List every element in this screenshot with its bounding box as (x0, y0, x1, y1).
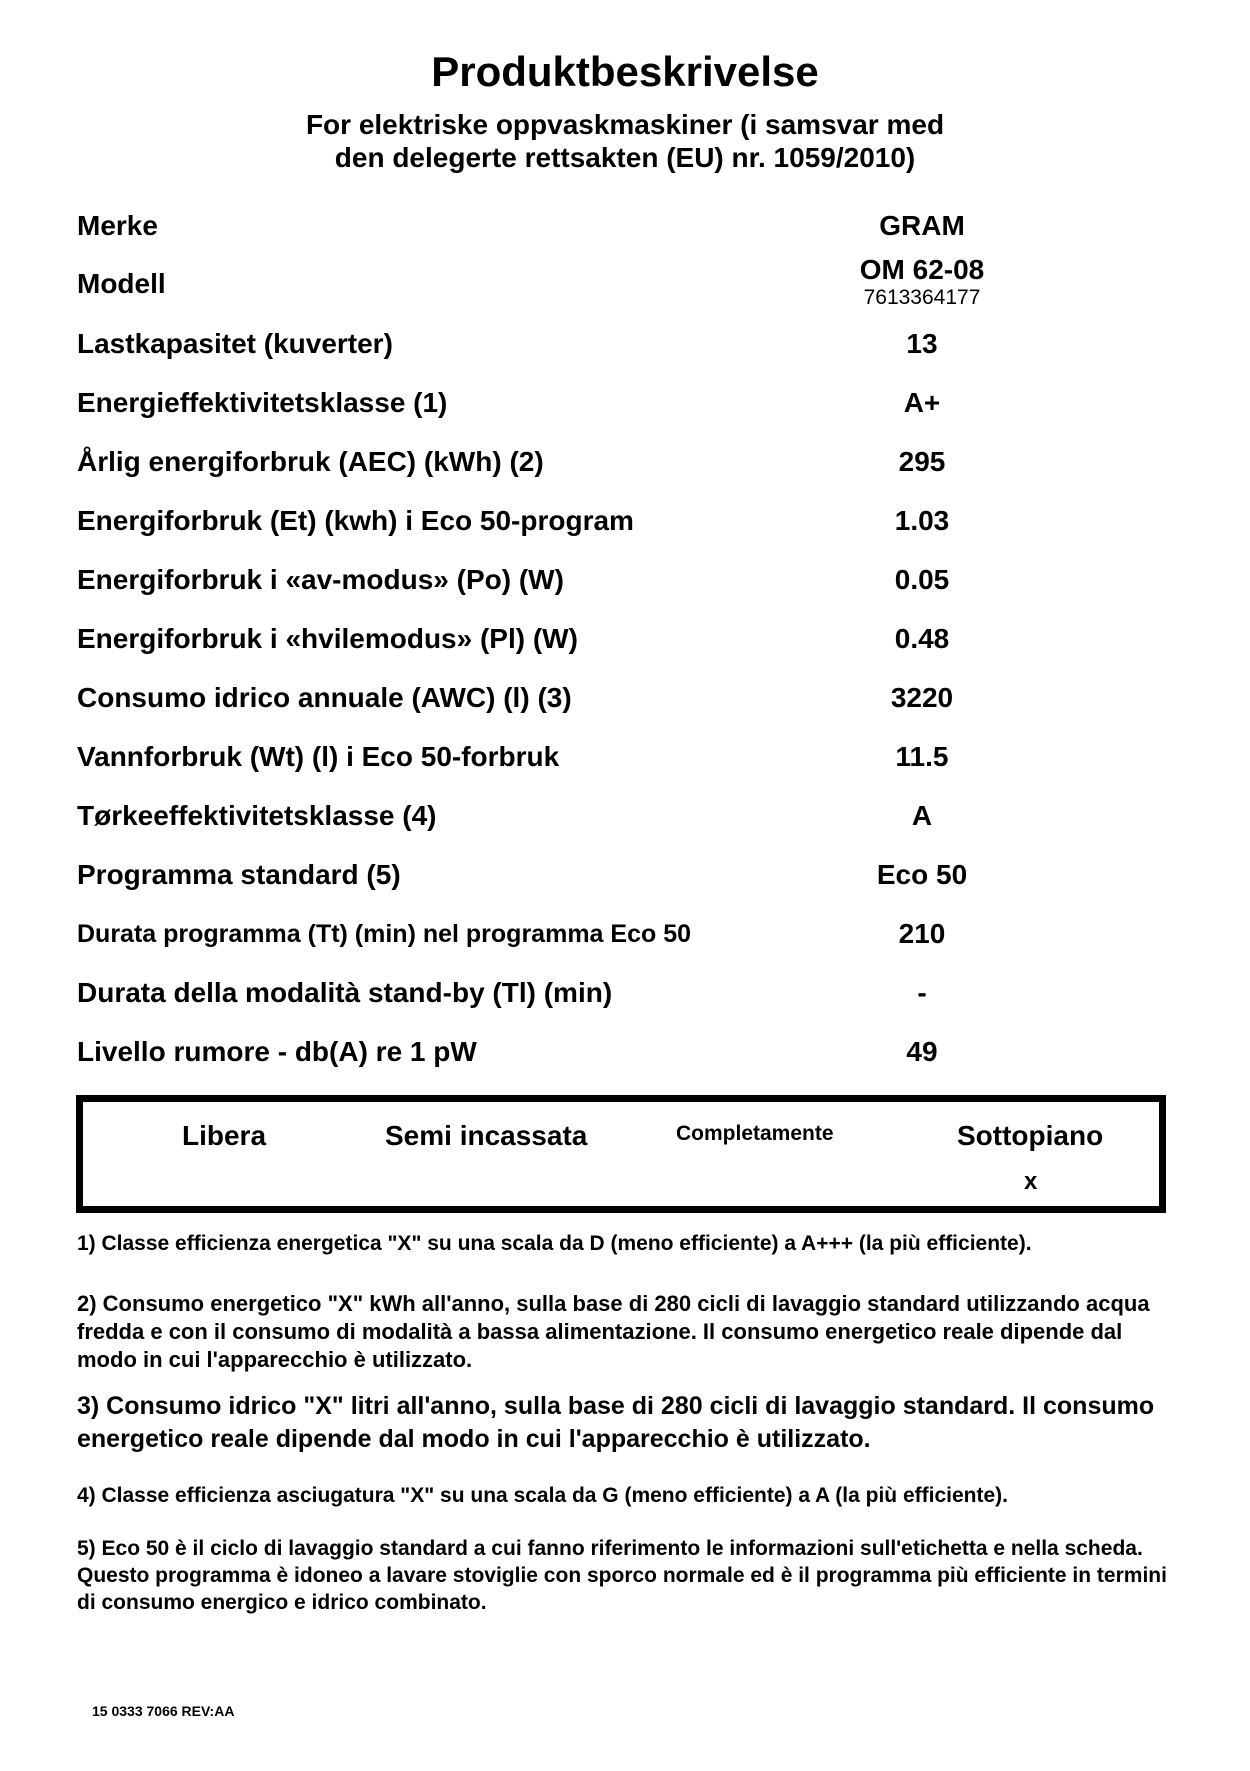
spec-label: Durata programma (Tt) (min) nel programma Eco 50 (77, 920, 692, 948)
installation-sottopiano: Sottopiano (957, 1120, 1104, 1151)
spec-row (77, 741, 1077, 781)
installation-completamente: Completamente (676, 1122, 834, 1145)
spec-row (77, 1036, 1077, 1076)
subtitle-line-2: den delegerte rettsakten (EU) nr. 1059/2010) (334, 142, 916, 173)
spec-value: GRAM (879, 210, 965, 241)
spec-value: OM 62-08 (859, 254, 985, 285)
spec-row (77, 918, 1077, 958)
spec-label: Consumo idrico annuale (AWC) (l) (3) (77, 682, 572, 713)
spec-value: 49 (906, 1036, 938, 1067)
spec-row (77, 682, 1077, 722)
spec-value: A+ (903, 387, 941, 418)
footnote-1: 1) Classe efficienza energetica "X" su una scala da D (meno efficiente) a A+++ (la più efficiente). (77, 1232, 1032, 1255)
spec-value: Eco 50 (876, 859, 968, 890)
installation-semi-incassata: Semi incassata (385, 1120, 588, 1151)
spec-label: Merke (77, 210, 158, 241)
spec-row (77, 800, 1077, 840)
spec-row (77, 446, 1077, 486)
model-code: 7613364177 (863, 286, 981, 309)
spec-value: 1.03 (894, 505, 950, 536)
document-revision: 15 0333 7066 REV:AA (92, 1703, 235, 1719)
installation-libera: Libera (182, 1120, 267, 1151)
spec-row-model (77, 254, 1077, 332)
spec-label: Energiforbruk (Et) (kwh) i Eco 50-program (77, 505, 634, 536)
spec-value: 0.05 (894, 564, 950, 595)
spec-value: 295 (898, 446, 946, 477)
footnote-4: 4) Classe efficienza asciugatura "X" su una scala da G (meno efficiente) a A (la più efficiente). (77, 1484, 1008, 1507)
spec-row-brand (77, 210, 1077, 250)
spec-label: Durata della modalità stand-by (Tl) (min) (77, 977, 613, 1008)
spec-value: 11.5 (895, 741, 949, 772)
spec-row (77, 977, 1077, 1017)
spec-value: - (917, 977, 927, 1008)
installation-selected-mark: x (1024, 1168, 1038, 1195)
spec-label: Energieffektivitetsklasse (1) (77, 387, 448, 418)
spec-value: 210 (898, 918, 946, 949)
spec-value: 13 (906, 328, 938, 359)
spec-label: Energiforbruk i «av-modus» (Po) (W) (77, 564, 564, 595)
spec-label: Tørkeeffektivitetsklasse (4) (77, 800, 437, 831)
spec-value: A (911, 800, 933, 831)
page-title: Produktbeskrivelse (431, 48, 819, 95)
footnote-2: 2) Consumo energetico "X" kWh all'anno, sulla base di 280 cicli di lavaggio standard utilizzando acqua fredda e con il consumo di modalità a bassa alimentazione. Il consumo energetico reale dipende dal modo in cui l'apparecchio è utilizzato. (77, 1291, 1150, 1372)
footnote-5: 5) Eco 50 è il ciclo di lavaggio standard a cui fanno riferimento le informazioni sull'etichetta e nella scheda. Questo programma è idoneo a lavare stoviglie con sporco normale ed è il programma più efficiente in termini di consumo energico e idrico combinato. (77, 1537, 1167, 1614)
spec-label: Årlig energiforbruk (AEC) (kWh) (2) (77, 446, 544, 477)
spec-row (77, 328, 1077, 368)
spec-row (77, 505, 1077, 545)
spec-label: Programma standard (5) (77, 859, 401, 890)
spec-value: 0.48 (894, 623, 950, 654)
spec-label: Lastkapasitet (kuverter) (77, 328, 393, 359)
spec-row (77, 387, 1077, 427)
spec-row (77, 859, 1077, 899)
spec-label: Modell (77, 268, 166, 299)
spec-label: Livello rumore - db(A) re 1 pW (77, 1036, 477, 1067)
spec-label: Energiforbruk i «hvilemodus» (Pl) (W) (77, 623, 578, 654)
spec-row (77, 623, 1077, 663)
spec-value: 3220 (890, 682, 954, 713)
installation-type-box (76, 1095, 1166, 1213)
spec-row (77, 564, 1077, 604)
footnote-3: 3) Consumo idrico "X" litri all'anno, sulla base di 280 cicli di lavaggio standard. Il consumo energetico reale dipende dal modo in cui l'apparecchio è utilizzato. (77, 1392, 1155, 1453)
spec-label: Vannforbruk (Wt) (l) i Eco 50-forbruk (77, 741, 560, 772)
page-subtitle (0, 108, 1250, 174)
subtitle-line-1: For elektriske oppvaskmaskiner (i samsvar med (305, 109, 945, 140)
